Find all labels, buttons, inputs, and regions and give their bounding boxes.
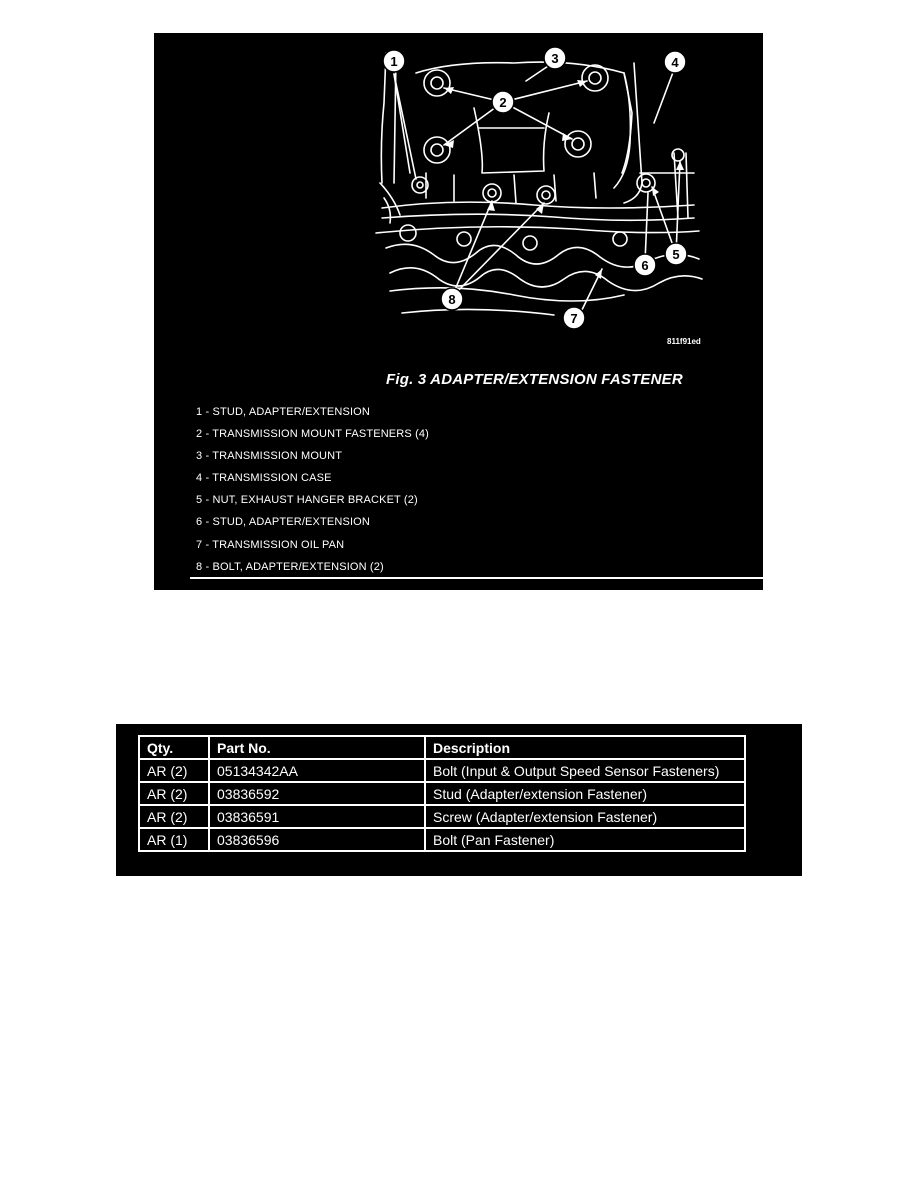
- parts-table-panel: [116, 724, 802, 876]
- cell-part-no: 05134342AA: [209, 759, 425, 782]
- table-row: [139, 759, 745, 782]
- header-part-no: Part No.: [209, 736, 425, 759]
- cell-qty: AR (2): [139, 759, 209, 782]
- table-row: [139, 805, 745, 828]
- parts-table: [138, 735, 746, 852]
- callout-label-5: 5: [672, 247, 680, 262]
- legend-item: 5 - NUT, EXHAUST HANGER BRACKET (2): [196, 494, 418, 507]
- header-description: Description: [425, 736, 745, 759]
- drawing-strokes: [376, 53, 702, 318]
- cell-qty: AR (1): [139, 828, 209, 851]
- callout-label-2: 2: [499, 95, 507, 110]
- legend-item: 3 - TRANSMISSION MOUNT: [196, 450, 343, 463]
- figure-panel: [154, 33, 763, 590]
- cell-qty: AR (2): [139, 805, 209, 828]
- legend-item: 4 - TRANSMISSION CASE: [196, 472, 332, 485]
- callout-label-1: 1: [390, 54, 398, 69]
- callout-label-6: 6: [641, 258, 649, 273]
- header-qty: Qty.: [139, 736, 209, 759]
- cell-part-no: 03836596: [209, 828, 425, 851]
- legend-item: 7 - TRANSMISSION OIL PAN: [196, 538, 345, 551]
- legend-item: 1 - STUD, ADAPTER/EXTENSION: [196, 406, 370, 418]
- cell-description: Screw (Adapter/extension Fastener): [425, 805, 745, 828]
- cell-part-no: 03836591: [209, 805, 425, 828]
- figure-divider: [190, 577, 763, 579]
- legend-item: 6 - STUD, ADAPTER/EXTENSION: [196, 516, 370, 529]
- cell-part-no: 03836592: [209, 782, 425, 805]
- figure-legend: [196, 405, 429, 582]
- cell-description: Stud (Adapter/extension Fastener): [425, 782, 745, 805]
- cell-description: Bolt (Pan Fastener): [425, 828, 745, 851]
- legend-item: 8 - BOLT, ADAPTER/EXTENSION (2): [196, 560, 384, 573]
- table-row: [139, 782, 745, 805]
- cell-qty: AR (2): [139, 782, 209, 805]
- callout-label-8: 8: [448, 292, 456, 307]
- cell-description: Bolt (Input & Output Speed Sensor Fasteners): [425, 759, 745, 782]
- legend-item: 2 - TRANSMISSION MOUNT FASTENERS (4): [196, 428, 429, 441]
- table-header-row: [139, 736, 745, 759]
- callout-label-3: 3: [551, 51, 559, 66]
- callout-label-4: 4: [671, 55, 679, 70]
- figure-caption: Fig. 3 ADAPTER/EXTENSION FASTENER: [386, 371, 683, 388]
- callout-label-7: 7: [570, 311, 578, 326]
- figure-id: 811f91ed: [667, 337, 701, 346]
- table-row: [139, 828, 745, 851]
